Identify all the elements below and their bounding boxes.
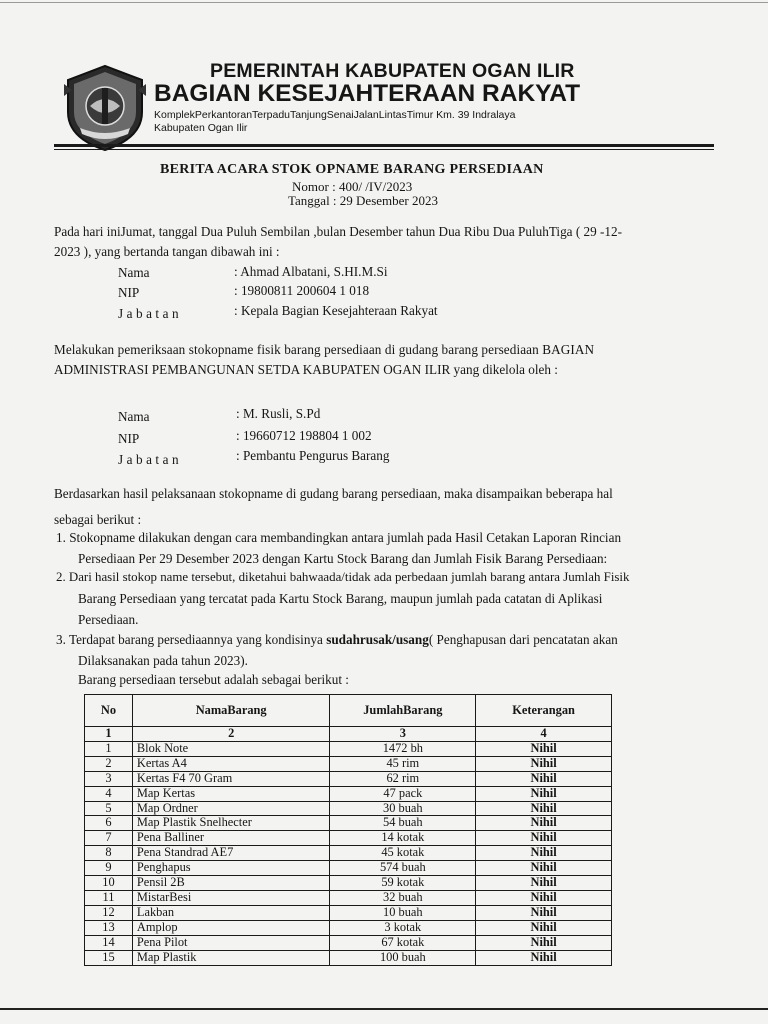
table-row bbox=[85, 756, 612, 771]
row-quantity: 32 buah bbox=[330, 890, 476, 905]
official2-name-label: Nama bbox=[118, 409, 150, 424]
col-header-jumlah-barang: JumlahBarang bbox=[330, 695, 476, 727]
table-row bbox=[85, 950, 612, 965]
row-no: 11 bbox=[85, 890, 133, 905]
intro-line-1: Pada hari iniJumat, tanggal Dua Puluh Sembilan ,bulan Desember tahun Dua Ribu Dua PuluhTiga ( 29 -12- bbox=[54, 224, 622, 239]
official2-nip-value: : 19660712 198804 1 002 bbox=[236, 428, 372, 443]
point3-line-2: Dilaksanakan pada tahun 2023). bbox=[78, 653, 248, 668]
point2-line-2: Barang Persediaan yang tercatat pada Kartu Stock Barang, maupun jumlah pada catatan di Aplikasi bbox=[78, 591, 603, 606]
row-no: 8 bbox=[85, 846, 133, 861]
row-quantity: 30 buah bbox=[330, 801, 476, 816]
document-number: Nomor : 400/ /IV/2023 bbox=[292, 179, 413, 194]
point3-line-3: Barang persediaan tersebut adalah sebagai berikut : bbox=[78, 672, 349, 687]
table-body bbox=[85, 741, 612, 965]
official1-nip-value: : 19800811 200604 1 018 bbox=[234, 283, 370, 298]
table-row bbox=[85, 786, 612, 801]
row-quantity: 54 buah bbox=[330, 816, 476, 831]
point1-line-1: 1. Stokopname dilakukan dengan cara membandingkan antara jumlah pada Hasil Cetakan Laporan Rincian bbox=[56, 530, 622, 545]
official1-name-label: Nama bbox=[118, 265, 150, 280]
row-remarks: Nihil bbox=[476, 816, 612, 831]
letterhead-rule-thin bbox=[54, 149, 714, 150]
table-row bbox=[85, 846, 612, 861]
document-date: Tanggal : 29 Desember 2023 bbox=[288, 193, 438, 208]
table-row bbox=[85, 935, 612, 950]
address-line-1: KomplekPerkantoranTerpaduTanjungSenaiJalanLintasTimur Km. 39 Indralaya bbox=[154, 109, 516, 121]
row-quantity: 45 rim bbox=[330, 756, 476, 771]
row-no: 3 bbox=[85, 771, 133, 786]
official1-nip-label: NIP bbox=[118, 285, 140, 300]
table-row bbox=[85, 831, 612, 846]
row-remarks: Nihil bbox=[476, 846, 612, 861]
table-row bbox=[85, 905, 612, 920]
table-row bbox=[85, 861, 612, 876]
document-title: BERITA ACARA STOK OPNAME BARANG PERSEDIAAN bbox=[160, 162, 544, 177]
row-item-name: Kertas A4 bbox=[132, 756, 330, 771]
row-item-name: Pensil 2B bbox=[132, 876, 330, 891]
para2-line-1: Melakukan pemeriksaan stokopname fisik barang persediaan di gudang barang persediaan BAGIAN bbox=[54, 342, 595, 357]
row-remarks: Nihil bbox=[476, 831, 612, 846]
row-remarks: Nihil bbox=[476, 905, 612, 920]
inventory-table bbox=[84, 694, 612, 966]
row-no: 15 bbox=[85, 950, 133, 965]
table-row bbox=[85, 801, 612, 816]
col-header-no: No bbox=[85, 695, 133, 727]
row-item-name: Map Ordner bbox=[132, 801, 330, 816]
row-remarks: Nihil bbox=[476, 861, 612, 876]
department-name: BAGIAN KESEJAHTERAAN RAKYAT bbox=[154, 80, 581, 107]
col-header-nama-barang: NamaBarang bbox=[132, 695, 330, 727]
row-remarks: Nihil bbox=[476, 786, 612, 801]
col-number: 3 bbox=[330, 727, 476, 742]
row-quantity: 62 rim bbox=[330, 771, 476, 786]
row-no: 6 bbox=[85, 816, 133, 831]
row-item-name: Map Kertas bbox=[132, 786, 330, 801]
para2-line-2: ADMINISTRASI PEMBANGUNAN SETDA KABUPATEN OGAN ILIR yang dikelola oleh : bbox=[54, 362, 558, 377]
row-quantity: 14 kotak bbox=[330, 831, 476, 846]
official2-nip-label: NIP bbox=[118, 431, 140, 446]
row-item-name: Kertas F4 70 Gram bbox=[132, 771, 330, 786]
official2-jabatan-label: Jabatan bbox=[118, 452, 183, 467]
row-quantity: 3 kotak bbox=[330, 920, 476, 935]
row-no: 12 bbox=[85, 905, 133, 920]
table-row bbox=[85, 816, 612, 831]
page-top-edge bbox=[0, 2, 768, 3]
row-no: 5 bbox=[85, 801, 133, 816]
point3-emphasis: sudahrusak/usang bbox=[326, 632, 429, 647]
row-remarks: Nihil bbox=[476, 890, 612, 905]
row-quantity: 59 kotak bbox=[330, 876, 476, 891]
official1-jabatan-value: : Kepala Bagian Kesejahteraan Rakyat bbox=[234, 303, 438, 318]
row-item-name: Map Plastik bbox=[132, 950, 330, 965]
letterhead-rule-thick bbox=[54, 144, 714, 147]
row-item-name: Lakban bbox=[132, 905, 330, 920]
point3-text-start: 3. Terdapat barang persediaannya yang kondisinya bbox=[56, 632, 327, 647]
row-remarks: Nihil bbox=[476, 920, 612, 935]
row-item-name: Blok Note bbox=[132, 741, 330, 756]
row-quantity: 1472 bh bbox=[330, 741, 476, 756]
row-no: 10 bbox=[85, 876, 133, 891]
para3-line-2: sebagai berikut : bbox=[54, 512, 142, 527]
table-row bbox=[85, 876, 612, 891]
row-item-name: Map Plastik Snelhecter bbox=[132, 816, 330, 831]
official2-name-value: : M. Rusli, S.Pd bbox=[236, 406, 321, 421]
row-remarks: Nihil bbox=[476, 771, 612, 786]
address-line-2: Kabupaten Ogan Ilir bbox=[154, 122, 248, 134]
row-remarks: Nihil bbox=[476, 950, 612, 965]
row-quantity: 45 kotak bbox=[330, 846, 476, 861]
point3-line-1 bbox=[56, 632, 618, 648]
row-item-name: Penghapus bbox=[132, 861, 330, 876]
intro-line-2: 2023 ), yang bertanda tangan dibawah ini : bbox=[54, 244, 280, 259]
table-column-numbering-row bbox=[85, 727, 612, 742]
para3-line-1: Berdasarkan hasil pelaksanaan stokopname di gudang barang persediaan, maka disampaikan beberapa hal bbox=[54, 486, 613, 501]
col-number: 2 bbox=[132, 727, 330, 742]
table-row bbox=[85, 741, 612, 756]
row-quantity: 67 kotak bbox=[330, 935, 476, 950]
row-no: 4 bbox=[85, 786, 133, 801]
row-item-name: Pena Balliner bbox=[132, 831, 330, 846]
page-bottom-edge bbox=[0, 1008, 768, 1010]
ogan-ilir-emblem-icon bbox=[62, 62, 148, 152]
table-row bbox=[85, 890, 612, 905]
official2-jabatan-value: : Pembantu Pengurus Barang bbox=[236, 448, 390, 463]
row-remarks: Nihil bbox=[476, 876, 612, 891]
row-quantity: 100 buah bbox=[330, 950, 476, 965]
col-header-keterangan: Keterangan bbox=[476, 695, 612, 727]
point1-line-2: Persediaan Per 29 Desember 2023 dengan Kartu Stock Barang dan Jumlah Fisik Barang Persediaan: bbox=[78, 551, 608, 566]
row-item-name: Amplop bbox=[132, 920, 330, 935]
row-remarks: Nihil bbox=[476, 756, 612, 771]
col-number: 4 bbox=[476, 727, 612, 742]
official1-jabatan-label: Jabatan bbox=[118, 306, 183, 321]
row-item-name: MistarBesi bbox=[132, 890, 330, 905]
government-name: PEMERINTAH KABUPATEN OGAN ILIR bbox=[210, 60, 575, 82]
row-quantity: 574 buah bbox=[330, 861, 476, 876]
row-no: 7 bbox=[85, 831, 133, 846]
point2-line-1: 2. Dari hasil stokop name tersebut, diketahui bahwaada/tidak ada perbedaan jumlah barang antara Jumlah Fisik bbox=[56, 570, 630, 584]
row-item-name: Pena Pilot bbox=[132, 935, 330, 950]
point2-line-3: Persediaan. bbox=[78, 612, 139, 627]
point3-text-end: ( Penghapusan dari pencatatan akan bbox=[428, 632, 618, 647]
row-remarks: Nihil bbox=[476, 935, 612, 950]
row-no: 14 bbox=[85, 935, 133, 950]
col-number: 1 bbox=[85, 727, 133, 742]
row-no: 13 bbox=[85, 920, 133, 935]
row-item-name: Pena Standrad AE7 bbox=[132, 846, 330, 861]
row-quantity: 10 buah bbox=[330, 905, 476, 920]
row-quantity: 47 pack bbox=[330, 786, 476, 801]
row-no: 2 bbox=[85, 756, 133, 771]
row-no: 1 bbox=[85, 741, 133, 756]
table-row bbox=[85, 771, 612, 786]
table-row bbox=[85, 920, 612, 935]
row-remarks: Nihil bbox=[476, 801, 612, 816]
row-remarks: Nihil bbox=[476, 741, 612, 756]
row-no: 9 bbox=[85, 861, 133, 876]
official1-name-value: : Ahmad Albatani, S.HI.M.Si bbox=[234, 264, 388, 279]
table-header-row bbox=[85, 695, 612, 727]
